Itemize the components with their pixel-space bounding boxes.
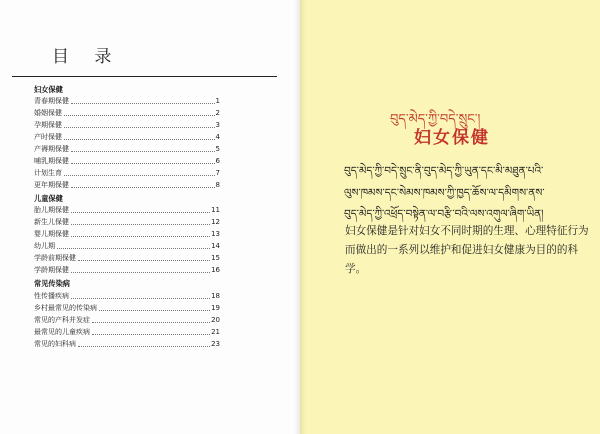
toc-entry[interactable]	[34, 338, 220, 350]
toc-entry-label: 幼儿期	[34, 242, 55, 251]
toc-entry-page-number: 23	[211, 339, 220, 348]
toc-entry-page-number: 15	[211, 254, 220, 263]
toc-leader-dots	[92, 322, 210, 323]
toc-leader-dots	[64, 175, 215, 176]
toc-entry-page-number: 13	[211, 230, 220, 239]
toc-leader-dots	[71, 151, 215, 152]
toc-entry-label: 青春期保健	[34, 97, 69, 106]
toc-list	[34, 84, 220, 350]
tibetan-body-line: བུད་མེད་ཀྱི་བདེ་སྲུང་ནི་བུད་མེད་ཀྱི་ཡུན་དང་མི་མཐུན་པའི་	[344, 165, 544, 177]
toc-leader-dots	[71, 187, 215, 188]
toc-entry[interactable]	[34, 264, 220, 276]
toc-entry-label: 计划生育	[34, 169, 62, 178]
toc-entry[interactable]	[34, 290, 220, 302]
toc-entry-label: 孕期保健	[34, 121, 62, 130]
toc-leader-dots	[57, 248, 210, 249]
toc-entry[interactable]	[34, 155, 220, 167]
toc-entry[interactable]	[34, 228, 220, 240]
toc-entry-label: 学龄期保健	[34, 266, 69, 275]
toc-entry[interactable]	[34, 240, 220, 252]
toc-entry-page-number: 5	[215, 145, 220, 154]
chinese-title: 妇女保健	[414, 128, 490, 148]
toc-leader-dots	[64, 139, 215, 140]
toc-entry-page-number: 14	[211, 242, 220, 251]
toc-leader-dots	[71, 298, 210, 299]
toc-entry-page-number: 12	[211, 218, 220, 227]
toc-entry[interactable]	[34, 107, 220, 119]
toc-leader-dots	[99, 310, 210, 311]
toc-leader-dots	[64, 115, 215, 116]
toc-entry-label: 婚姻保健	[34, 109, 62, 118]
toc-entry-label: 常见的产科并发症	[34, 315, 90, 324]
toc-entry[interactable]	[34, 131, 220, 143]
toc-entry-label: 产时保健	[34, 133, 62, 142]
toc-entry-label: 常见的妇科病	[34, 339, 76, 348]
toc-entry-page-number: 18	[211, 291, 220, 300]
toc-entry-label: 新生儿保健	[34, 218, 69, 227]
toc-entry[interactable]	[34, 204, 220, 216]
toc-entry-page-number: 21	[211, 327, 220, 336]
toc-entry-label: 婴儿期保健	[34, 230, 69, 239]
toc-entry-label: 性传播疾病	[34, 291, 69, 300]
toc-leader-dots	[71, 212, 210, 213]
tibetan-title: བུད་མེད་ཀྱི་བདེ་སྲུང་།	[390, 112, 481, 127]
toc-entry[interactable]	[34, 143, 220, 155]
toc-entry-label: 更年期保健	[34, 181, 69, 190]
toc-section-heading: 常见传染病	[34, 279, 70, 289]
toc-entry-label: 最常见的儿童疾病	[34, 327, 90, 336]
book-gutter	[293, 0, 307, 434]
toc-entry[interactable]	[34, 216, 220, 228]
toc-entry[interactable]	[34, 314, 220, 326]
toc-entry-label: 学龄前期保健	[34, 254, 76, 263]
toc-section-heading: 妇女保健	[34, 85, 63, 94]
toc-entry-page-number: 2	[215, 109, 220, 118]
chinese-body-paragraph: 妇女保健是针对妇女不同时期的生理、心理特征行为而做出的一系列以维护和促进妇女健康为目的的科学。	[345, 225, 589, 275]
toc-entry[interactable]	[34, 95, 220, 107]
toc-entry[interactable]	[34, 302, 220, 314]
toc-entry[interactable]	[34, 167, 220, 179]
toc-entry-page-number: 7	[215, 169, 220, 178]
tibetan-body-line: བུད་མེད་ཀྱི་འཕྲོད་བསྟེན་ལ་བརྩི་བའི་ལས་འགུལ་ཞིག་ཡིན།	[344, 208, 544, 220]
toc-entry-page-number: 19	[211, 303, 220, 312]
toc-entry-page-number: 6	[215, 157, 220, 166]
toc-leader-dots	[71, 272, 210, 273]
toc-entry-label: 产褥期保健	[34, 145, 69, 154]
toc-entry-page-number: 16	[211, 266, 220, 275]
toc-leader-dots	[78, 260, 210, 261]
toc-entry-page-number: 20	[211, 315, 220, 324]
toc-entry-label: 胎儿期保健	[34, 206, 69, 215]
toc-leader-dots	[71, 236, 210, 237]
toc-leader-dots	[71, 163, 215, 164]
toc-leader-dots	[92, 334, 210, 335]
toc-leader-dots	[78, 346, 210, 347]
toc-entry[interactable]	[34, 119, 220, 131]
toc-leader-dots	[71, 224, 210, 225]
toc-title-rule	[12, 76, 277, 77]
toc-leader-dots	[71, 103, 215, 104]
toc-entry[interactable]	[34, 326, 220, 338]
toc-leader-dots	[64, 127, 215, 128]
toc-entry-page-number: 1	[215, 97, 220, 106]
toc-entry[interactable]	[34, 179, 220, 191]
toc-entry-page-number: 3	[215, 121, 220, 130]
tibetan-body-line: ལུས་ཁམས་དང་སེམས་ཁམས་ཀྱི་ཁྱད་ཆོས་ལ་དམིགས་ནས་	[344, 187, 545, 199]
toc-title: 目 录	[52, 47, 122, 67]
toc-entry-label: 哺乳期保健	[34, 157, 69, 166]
toc-entry-page-number: 11	[211, 206, 220, 215]
toc-entry[interactable]	[34, 252, 220, 264]
toc-entry-page-number: 4	[215, 133, 220, 142]
toc-entry-page-number: 8	[215, 181, 220, 190]
toc-entry-label: 乡村最常见的传染病	[34, 303, 97, 312]
toc-section-heading: 儿童保健	[34, 194, 63, 204]
